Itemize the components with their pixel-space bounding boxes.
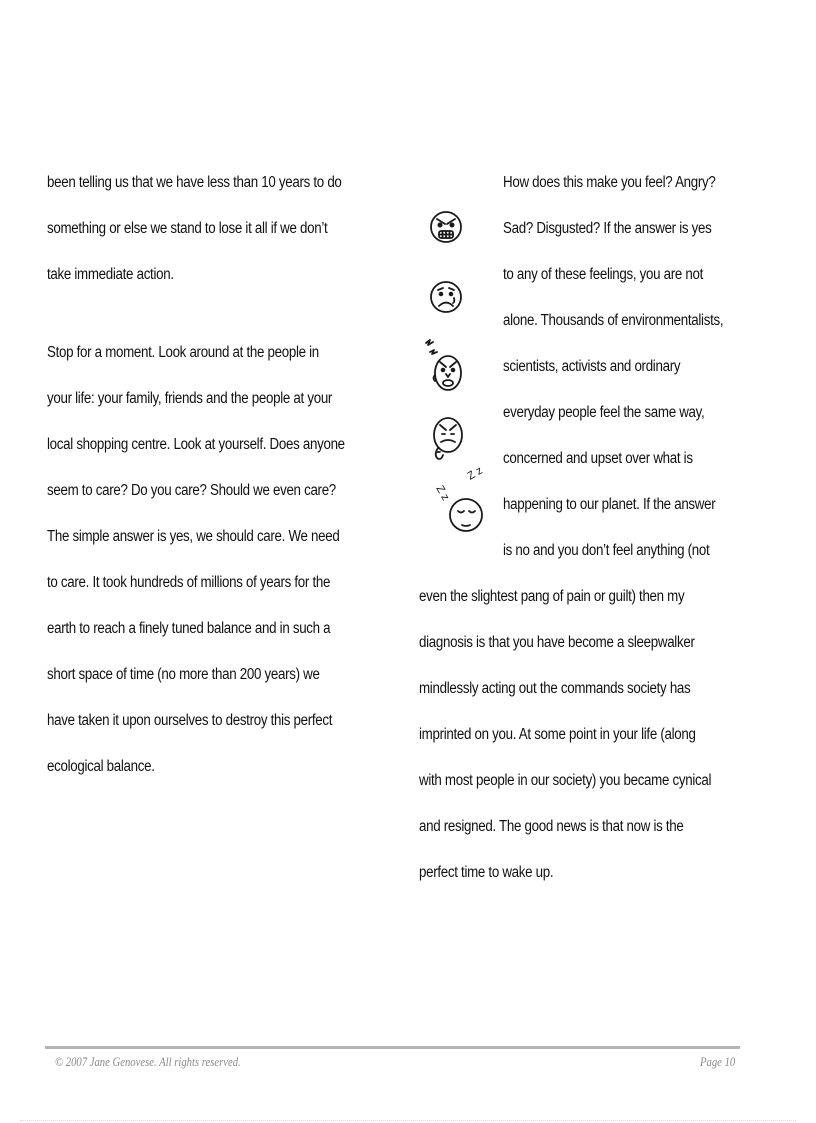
page-bottom-edge bbox=[20, 1120, 796, 1121]
text-line: concerned and upset over what is bbox=[503, 450, 693, 467]
text-line: your life: your family, friends and the people at your bbox=[47, 390, 333, 407]
text-line: earth to reach a finely tuned balance and in such a bbox=[47, 620, 331, 637]
text-line: How does this make you feel? Angry? bbox=[503, 174, 716, 191]
text-line: have taken it upon ourselves to destroy this perfect bbox=[47, 712, 333, 729]
left-column bbox=[47, 160, 345, 790]
text-line: been telling us that we have less than 10 years to do bbox=[47, 174, 342, 191]
text-line: seem to care? Do you care? Should we even care? bbox=[47, 482, 336, 499]
text-line: is no and you don’t feel anything (not bbox=[503, 542, 710, 559]
zzz-lower: Z z bbox=[433, 483, 452, 503]
text-line: everyday people feel the same way, bbox=[503, 404, 705, 421]
text-line: imprinted on you. At some point in your life (along bbox=[419, 726, 696, 743]
text-line: happening to our planet. If the answer bbox=[503, 496, 716, 513]
footer-copyright: © 2007 Jane Genovese. All rights reserved. bbox=[55, 1054, 241, 1069]
text-line: The simple answer is yes, we should care. We need bbox=[47, 528, 340, 545]
text-line: take immediate action. bbox=[47, 266, 174, 283]
sad-face-icon bbox=[431, 282, 461, 312]
text-line: with most people in our society) you became cynical bbox=[419, 772, 712, 789]
text-line: Sad? Disgusted? If the answer is yes bbox=[503, 220, 712, 237]
text-line: local shopping centre. Look at yourself. Does anyone bbox=[47, 436, 345, 453]
angry-face-icon bbox=[431, 212, 461, 242]
right-column-wrapped bbox=[503, 160, 723, 574]
right-column-full bbox=[419, 574, 711, 896]
disgusted-face-icon bbox=[426, 340, 461, 390]
text-line: something or else we stand to lose it all if we don’t bbox=[47, 220, 328, 237]
text-line: mindlessly acting out the commands society has bbox=[419, 680, 691, 697]
footer-divider bbox=[45, 1046, 740, 1049]
zzz-upper: Z z bbox=[465, 464, 485, 483]
text-line: perfect time to wake up. bbox=[419, 864, 554, 881]
text-line: ecological balance. bbox=[47, 758, 155, 775]
frustrated-face-icon bbox=[434, 418, 462, 459]
text-line: alone. Thousands of environmentalists, bbox=[503, 312, 724, 329]
text-line: short space of time (no more than 200 years) we bbox=[47, 666, 320, 683]
footer-page-number: Page 10 bbox=[700, 1054, 736, 1069]
text-line: diagnosis is that you have become a sleepwalker bbox=[419, 634, 695, 651]
emotion-faces-illustration bbox=[418, 195, 500, 555]
paragraph-gap bbox=[47, 298, 345, 330]
sleeping-face-icon bbox=[450, 499, 482, 531]
text-line: even the slightest pang of pain or guilt) then my bbox=[419, 588, 685, 605]
text-line: to any of these feelings, you are not bbox=[503, 266, 704, 283]
text-line: Stop for a moment. Look around at the people in bbox=[47, 344, 319, 361]
text-line: to care. It took hundreds of millions of years for the bbox=[47, 574, 331, 591]
text-line: scientists, activists and ordinary bbox=[503, 358, 681, 375]
text-line: and resigned. The good news is that now is the bbox=[419, 818, 684, 835]
